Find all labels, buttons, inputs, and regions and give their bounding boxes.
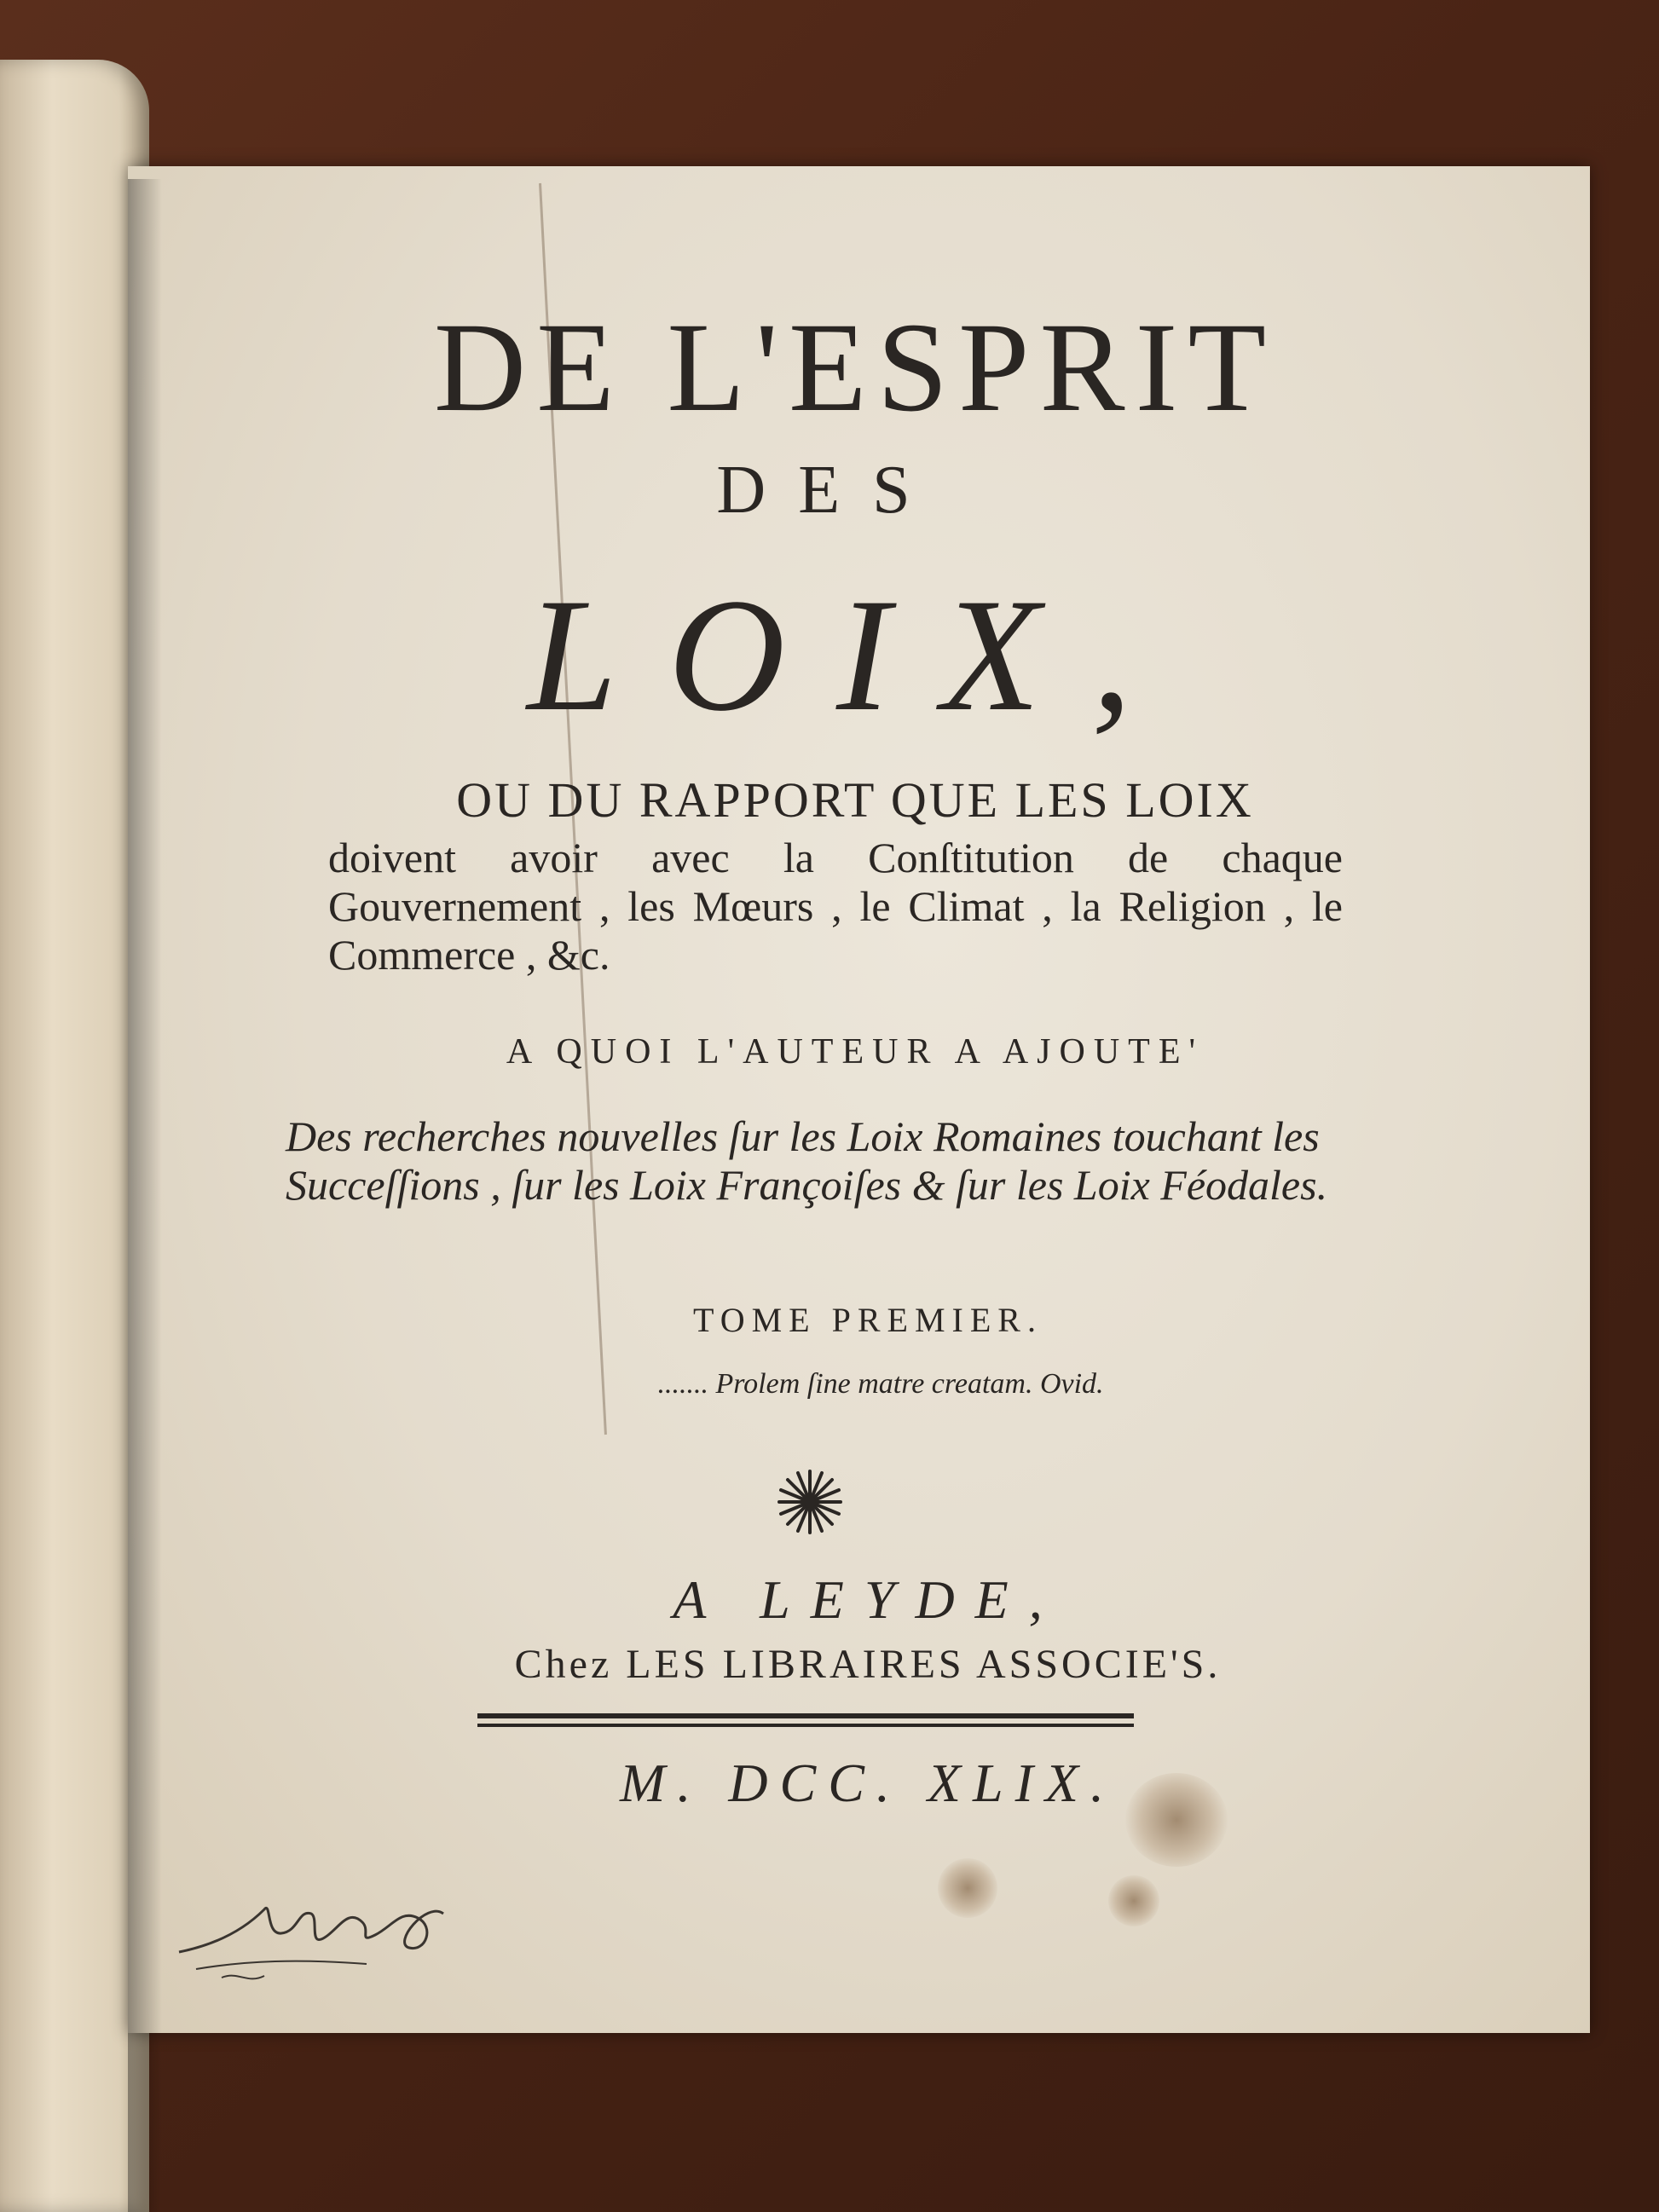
title-line-1: DE L'ESPRIT <box>433 297 1277 438</box>
subtitle: doivent avoir avec la Conſtitution de chaque Gouvernement , les Mœurs , le Climat , la Religion , le Commerce , &c. <box>328 834 1343 979</box>
imprint-place: A LEYDE, <box>673 1569 1063 1630</box>
addition-heading: A QUOI L'AUTEUR A AJOUTE' <box>506 1032 1205 1071</box>
imprint-publisher: Chez LES LIBRAIRES ASSOCIE'S. <box>514 1642 1222 1687</box>
foxing-stain <box>938 1858 997 1918</box>
handwritten-signature <box>171 1875 477 1995</box>
title-line-2: DES <box>716 453 943 528</box>
foxing-stain <box>1108 1875 1159 1926</box>
volume-label: TOME PREMIER. <box>693 1301 1043 1339</box>
double-rule-bottom <box>477 1724 1134 1727</box>
double-rule-top <box>477 1713 1134 1718</box>
star-flower-ornament-icon <box>774 1466 846 1538</box>
foxing-stain <box>1125 1773 1228 1867</box>
addition-text: Des recherches nouvelles ſur les Loix Romaines touchant les Succeſſions , ſur les Loix Françoiſes & ſur les Loix Féodales. <box>286 1112 1328 1209</box>
title-line-3: LOIX, <box>527 566 1183 745</box>
epigraph: ....... Prolem ſine matre creatam. Ovid. <box>657 1368 1104 1400</box>
imprint-date: M. DCC. XLIX. <box>620 1753 1116 1813</box>
title-line-4: OU DU RAPPORT QUE LES LOIX <box>456 772 1254 828</box>
